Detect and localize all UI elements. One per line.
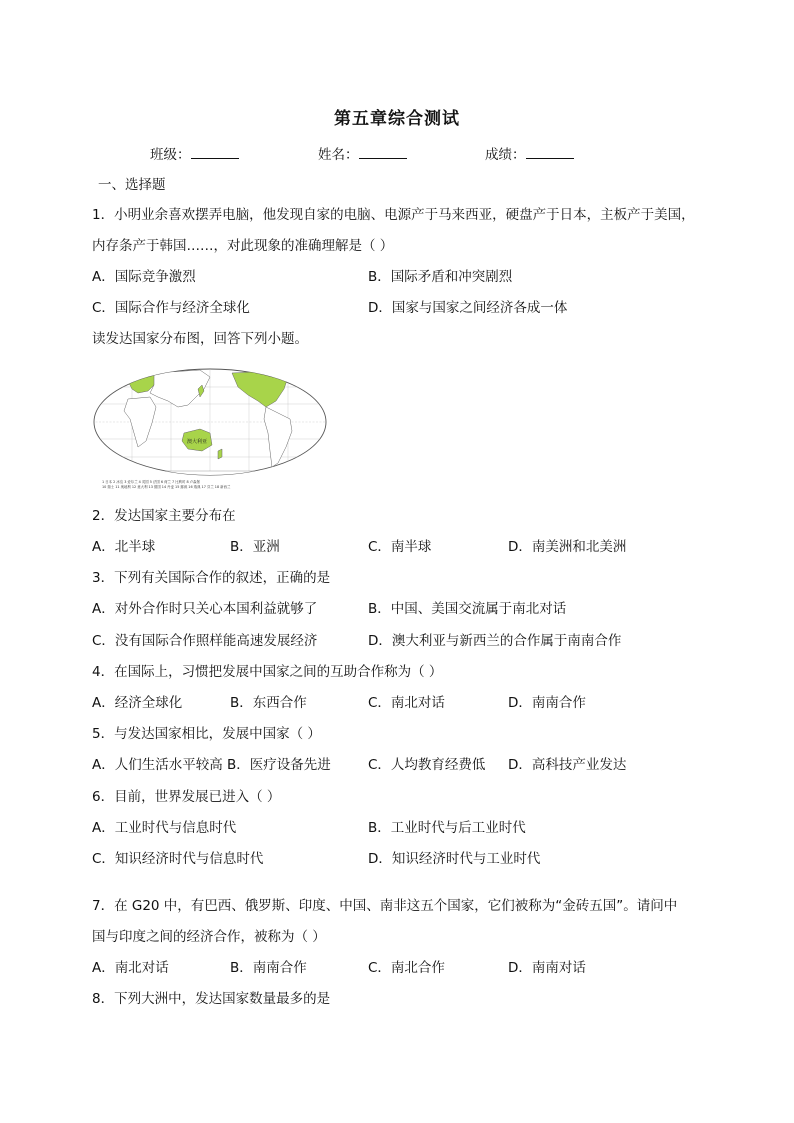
section-heading: 一、选择题: [98, 177, 166, 193]
q2-option-b[interactable]: B．亚洲: [230, 539, 280, 555]
q7-option-b[interactable]: B．南南合作: [230, 960, 307, 976]
class-label: 班级：: [150, 147, 191, 163]
q2-stem: 2．发达国家主要分布在: [92, 508, 236, 524]
antarctica-shape: [112, 471, 308, 477]
q8-stem: 8．下列大洲中，发达国家数量最多的是: [92, 991, 331, 1007]
q2-option-c[interactable]: C．南半球: [368, 539, 432, 555]
q2-option-a[interactable]: A．北半球: [92, 539, 156, 555]
q1-option-c[interactable]: C．国际合作与经济全球化: [92, 300, 250, 316]
score-label: 成绩：: [485, 147, 526, 163]
q7-option-d[interactable]: D．南南对话: [508, 960, 586, 976]
q1-option-d[interactable]: D．国家与国家之间经济各成一体: [368, 300, 568, 316]
q5-option-ab[interactable]: A．人们生活水平较高 B．医疗设备先进: [92, 757, 331, 773]
q4-option-d[interactable]: D．南南合作: [508, 695, 586, 711]
page-title: 第五章综合测试: [334, 109, 460, 129]
q7-stem-line1: 7．在 G20 中，有巴西、俄罗斯、印度、中国、南非这五个国家，它们被称为“金砖五国”。请问中: [92, 898, 678, 914]
q1-option-b[interactable]: B．国际矛盾和冲突剧烈: [368, 269, 513, 285]
q3-option-c[interactable]: C．没有国际合作照样能高速发展经济: [92, 633, 318, 649]
map-label-australia: 澳大利亚: [187, 439, 208, 445]
q7-stem-line2: 国与印度之间的经济合作，被称为（ ）: [92, 929, 326, 945]
q1-stem-line1: 1．小明业余喜欢摆弄电脑，他发现自家的电脑、电源产于马来西亚，硬盘产于日本，主板产于美国，: [92, 207, 695, 223]
q6-option-a[interactable]: A．工业时代与信息时代: [92, 820, 237, 836]
q3-option-a[interactable]: A．对外合作时只关心本国利益就够了: [92, 601, 318, 617]
name-field: [318, 143, 407, 163]
q4-option-c[interactable]: C．南北对话: [368, 695, 445, 711]
name-blank: [359, 146, 407, 159]
q6-option-b[interactable]: B．工业时代与后工业时代: [368, 820, 526, 836]
new-zealand-shape: [218, 449, 222, 459]
q5-option-c[interactable]: C．人均教育经费低: [368, 757, 486, 773]
score-field: [485, 143, 574, 163]
q3-option-b[interactable]: B．中国、美国交流属于南北对话: [368, 601, 567, 617]
q7-option-a[interactable]: A．南北对话: [92, 960, 169, 976]
map-intro: 读发达国家分布图，回答下列小题。: [92, 331, 308, 347]
q6-stem: 6．目前，世界发展已进入（ ）: [92, 789, 281, 805]
q1-option-a[interactable]: A．国际竞争激烈: [92, 269, 196, 285]
q3-option-d[interactable]: D．澳大利亚与新西兰的合作属于南南合作: [368, 633, 622, 649]
q6-option-c[interactable]: C．知识经济时代与信息时代: [92, 851, 264, 867]
q3-stem: 3．下列有关国际合作的叙述，正确的是: [92, 570, 331, 586]
developed-countries-map: [92, 367, 328, 493]
q7-option-c[interactable]: C．南北合作: [368, 960, 445, 976]
map-legend-row2: 10 瑞士 11 奥地利 12 意大利 13 德国 14 丹麦 15 挪威 16 瑞典 17 芬兰 18 新西兰: [102, 485, 231, 489]
class-blank: [191, 146, 239, 159]
q4-option-b[interactable]: B．东西合作: [230, 695, 307, 711]
q5-stem: 5．与发达国家相比，发展中国家（ ）: [92, 726, 321, 742]
q4-stem: 4．在国际上，习惯把发展中国家之间的互助合作称为（ ）: [92, 664, 443, 680]
q2-option-d[interactable]: D．南美洲和北美洲: [508, 539, 627, 555]
q4-option-a[interactable]: A．经济全球化: [92, 695, 183, 711]
q1-stem-line2: 内存条产于韩国……，对此现象的准确理解是（ ）: [92, 238, 394, 254]
map-legend-row1: 1 日本 2 冰岛 3 爱尔兰 4 英国 5 法国 6 荷兰 7 比利时 8 卢森堡: [102, 480, 200, 484]
score-blank: [526, 146, 574, 159]
q5-option-d[interactable]: D．高科技产业发达: [508, 757, 627, 773]
q6-option-d[interactable]: D．知识经济时代与工业时代: [368, 851, 541, 867]
class-field: [150, 143, 239, 163]
name-label: 姓名：: [318, 147, 359, 163]
